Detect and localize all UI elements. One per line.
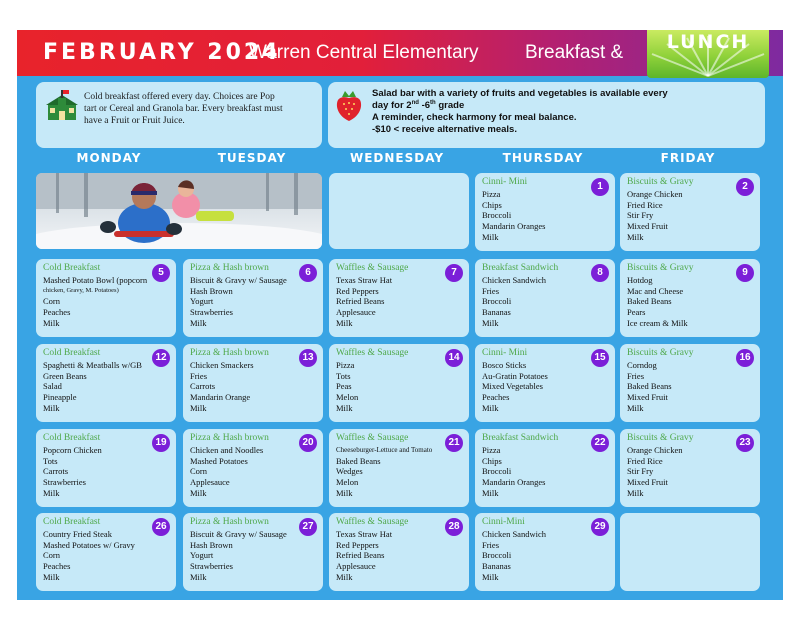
day-cell-13 bbox=[183, 344, 323, 422]
menu-item: Chicken and Noodles bbox=[190, 445, 264, 455]
menu-item: Hash Brown bbox=[190, 539, 233, 550]
menu-item: Au-Gratin Potatoes bbox=[482, 370, 548, 381]
menu-item: Hotdog bbox=[627, 275, 653, 285]
menu-item: Milk bbox=[482, 571, 499, 582]
lunch-items bbox=[190, 529, 287, 583]
lunch-items bbox=[482, 529, 546, 583]
salad-line-2-text: grade bbox=[435, 100, 465, 111]
day-cell-9 bbox=[620, 259, 760, 337]
date-badge: 6 bbox=[299, 264, 317, 282]
menu-item: Chips bbox=[482, 199, 502, 210]
menu-item: chicken, Gravy, M. Potatoes) bbox=[43, 286, 119, 294]
school-name: Warren Central Elementary bbox=[249, 42, 479, 63]
lunch-badge bbox=[647, 30, 769, 78]
breakfast-title: Cold Breakfast bbox=[43, 263, 101, 273]
menu-item: Bosco Sticks bbox=[482, 360, 527, 370]
day-cell-empty-friday bbox=[620, 513, 760, 591]
menu-item: Broccoli bbox=[482, 466, 512, 477]
menu-item: Fries bbox=[482, 285, 499, 296]
date-badge: 16 bbox=[736, 349, 754, 367]
salad-line-2-text: -6 bbox=[418, 100, 431, 111]
breakfast-info-line: have a Fruit or Fruit Juice. bbox=[84, 116, 185, 126]
breakfast-title: Cold Breakfast bbox=[43, 517, 101, 527]
menu-item: Fried Rice bbox=[627, 199, 663, 210]
breakfast-title: Biscuits & Gravy bbox=[627, 433, 694, 443]
day-cell-6 bbox=[183, 259, 323, 337]
menu-item: Refried Beans bbox=[336, 296, 385, 307]
lunch-items bbox=[336, 360, 358, 414]
breakfast-title: Waffles & Sausage bbox=[336, 263, 409, 273]
breakfast-title: Cinni-Mini bbox=[482, 517, 525, 527]
meal-label: Breakfast & bbox=[525, 42, 624, 63]
lunch-items bbox=[482, 360, 548, 414]
menu-item: Broccoli bbox=[482, 550, 512, 561]
menu-item: Pears bbox=[627, 307, 646, 318]
menu-item: Milk bbox=[482, 402, 499, 413]
menu-item: Baked Beans bbox=[627, 296, 672, 307]
lunch-items bbox=[336, 445, 432, 499]
day-header-tuesday: TUESDAY bbox=[217, 151, 287, 165]
menu-item: Applesauce bbox=[336, 307, 376, 318]
day-cell-21 bbox=[329, 429, 469, 507]
menu-item: Milk bbox=[336, 402, 353, 413]
menu-item: Milk bbox=[43, 402, 60, 413]
menu-item: Strawberries bbox=[190, 307, 233, 318]
menu-item: Pizza bbox=[336, 360, 355, 370]
menu-item: Strawberries bbox=[190, 561, 233, 572]
day-cell-19 bbox=[36, 429, 176, 507]
menu-item: Wedges bbox=[336, 466, 363, 477]
breakfast-title: Pizza & Hash brown bbox=[190, 348, 269, 358]
menu-item: Carrots bbox=[190, 381, 216, 392]
menu-item: Milk bbox=[190, 317, 207, 328]
menu-item: Mashed Potato Bowl (popcorn bbox=[43, 275, 148, 285]
lunch-items bbox=[190, 445, 263, 499]
date-badge: 27 bbox=[299, 518, 317, 536]
menu-item: Mixed Vegetables bbox=[482, 381, 543, 392]
breakfast-title: Biscuits & Gravy bbox=[627, 348, 694, 358]
menu-item: Stir Fry bbox=[627, 466, 654, 477]
header-banner bbox=[17, 30, 783, 76]
breakfast-title: Biscuits & Gravy bbox=[627, 263, 694, 273]
menu-item: Cheeseburger-Lettuce and Tomato bbox=[336, 446, 433, 454]
salad-line-1: Salad bar with a variety of fruits and vegetables is available every bbox=[372, 88, 668, 99]
lunch-items bbox=[627, 275, 688, 329]
breakfast-info-box bbox=[36, 82, 322, 148]
breakfast-title: Breakfast Sandwich bbox=[482, 433, 559, 443]
menu-item: Bananas bbox=[482, 561, 511, 572]
menu-item: Broccoli bbox=[482, 210, 512, 221]
salad-line-2 bbox=[372, 100, 762, 112]
menu-item: Corndog bbox=[627, 360, 657, 370]
day-cell-14 bbox=[329, 344, 469, 422]
strawberry-icon bbox=[334, 88, 364, 122]
menu-item: Milk bbox=[190, 571, 207, 582]
lunch-items bbox=[627, 445, 682, 499]
breakfast-title: Pizza & Hash brown bbox=[190, 517, 269, 527]
menu-item: Popcorn Chicken bbox=[43, 445, 102, 455]
lunch-items bbox=[627, 360, 672, 414]
menu-item: Milk bbox=[190, 402, 207, 413]
lunch-items bbox=[43, 445, 102, 499]
menu-item: Fries bbox=[627, 370, 644, 381]
menu-item: Milk bbox=[43, 571, 60, 582]
menu-item: Bananas bbox=[482, 307, 511, 318]
menu-item: Pizza bbox=[482, 189, 501, 199]
day-header-thursday: THURSDAY bbox=[502, 151, 584, 165]
date-badge: 28 bbox=[445, 518, 463, 536]
lunch-label: LUNCH bbox=[666, 31, 750, 53]
date-badge: 21 bbox=[445, 434, 463, 452]
menu-item: Peaches bbox=[43, 307, 71, 318]
menu-item: Strawberries bbox=[43, 477, 86, 488]
menu-item: Orange Chicken bbox=[627, 189, 683, 199]
menu-item: Fries bbox=[190, 370, 207, 381]
menu-item: Ice cream & Milk bbox=[627, 317, 688, 328]
day-cell-28 bbox=[329, 513, 469, 591]
day-header-friday: FRIDAY bbox=[660, 151, 716, 165]
menu-item: Melon bbox=[336, 477, 359, 488]
date-badge: 7 bbox=[445, 264, 463, 282]
menu-item: Milk bbox=[190, 487, 207, 498]
menu-item: Chicken Smackers bbox=[190, 360, 254, 370]
date-badge: 22 bbox=[591, 434, 609, 452]
date-badge: 2 bbox=[736, 178, 754, 196]
menu-item: Broccoli bbox=[482, 296, 512, 307]
day-cell-23 bbox=[620, 429, 760, 507]
day-cell-2 bbox=[620, 173, 760, 251]
date-badge: 5 bbox=[152, 264, 170, 282]
lunch-items bbox=[482, 189, 546, 243]
date-badge: 20 bbox=[299, 434, 317, 452]
menu-item: Country Fried Steak bbox=[43, 529, 112, 539]
lunch-items bbox=[336, 529, 392, 583]
menu-item: Spaghetti & Meatballs w/GB bbox=[43, 360, 142, 370]
menu-item: Peaches bbox=[43, 561, 71, 572]
menu-item: Mashed Potatoes bbox=[190, 455, 248, 466]
lunch-items bbox=[190, 275, 287, 329]
menu-item: Yogurt bbox=[190, 550, 214, 561]
menu-item: Mixed Fruit bbox=[627, 477, 668, 488]
day-cell-empty-wednesday bbox=[329, 173, 469, 249]
menu-item: Corn bbox=[43, 296, 60, 307]
menu-item: Applesauce bbox=[336, 561, 376, 572]
date-badge: 12 bbox=[152, 349, 170, 367]
menu-item: Melon bbox=[336, 392, 359, 403]
menu-item: Stir Fry bbox=[627, 210, 654, 221]
date-badge: 13 bbox=[299, 349, 317, 367]
menu-item: Milk bbox=[482, 231, 499, 242]
menu-item: Mandarin Oranges bbox=[482, 477, 546, 488]
day-cell-15 bbox=[475, 344, 615, 422]
menu-item: Milk bbox=[482, 487, 499, 498]
breakfast-title: Cinni- Mini bbox=[482, 348, 528, 358]
menu-page bbox=[17, 30, 783, 600]
salad-line-2-text: day for 2 bbox=[372, 100, 412, 111]
menu-item: Corn bbox=[190, 466, 207, 477]
breakfast-title: Cold Breakfast bbox=[43, 348, 101, 358]
menu-item: Texas Straw Hat bbox=[336, 529, 393, 539]
lunch-items bbox=[482, 275, 546, 329]
date-badge: 23 bbox=[736, 434, 754, 452]
menu-item: Milk bbox=[43, 317, 60, 328]
menu-item: Baked Beans bbox=[627, 381, 672, 392]
menu-item: Peas bbox=[336, 381, 352, 392]
day-header-monday: MONDAY bbox=[76, 151, 142, 165]
menu-item: Chicken Sandwich bbox=[482, 275, 546, 285]
day-cell-8 bbox=[475, 259, 615, 337]
menu-item: Green Beans bbox=[43, 370, 87, 381]
menu-item: Mandarin Oranges bbox=[482, 221, 546, 232]
breakfast-info-line: tart or Cereal and Granola bar. Every breakfast must bbox=[84, 104, 283, 114]
superscript: nd bbox=[411, 99, 419, 106]
menu-item: Mixed Fruit bbox=[627, 392, 668, 403]
date-badge: 26 bbox=[152, 518, 170, 536]
breakfast-title: Cold Breakfast bbox=[43, 433, 101, 443]
menu-item: Mixed Fruit bbox=[627, 221, 668, 232]
day-header-wednesday: WEDNESDAY bbox=[349, 151, 445, 165]
menu-item: Salad bbox=[43, 381, 62, 392]
breakfast-title: Pizza & Hash brown bbox=[190, 263, 269, 273]
lunch-items bbox=[336, 275, 392, 329]
menu-item: Yogurt bbox=[190, 296, 214, 307]
day-cell-5 bbox=[36, 259, 176, 337]
menu-item: Milk bbox=[43, 487, 60, 498]
date-badge: 1 bbox=[591, 178, 609, 196]
month-title: FEBRUARY 2024 bbox=[43, 40, 281, 65]
children-sledding-photo bbox=[36, 173, 322, 249]
lunch-items bbox=[43, 275, 147, 329]
day-cell-22 bbox=[475, 429, 615, 507]
date-badge: 29 bbox=[591, 518, 609, 536]
menu-item: Milk bbox=[482, 317, 499, 328]
menu-item: Pineapple bbox=[43, 392, 77, 403]
lunch-items bbox=[190, 360, 254, 414]
date-badge: 14 bbox=[445, 349, 463, 367]
breakfast-title: Waffles & Sausage bbox=[336, 433, 409, 443]
date-badge: 8 bbox=[591, 264, 609, 282]
menu-item: Mandarin Orange bbox=[190, 392, 251, 403]
breakfast-info-text bbox=[84, 91, 316, 127]
menu-item: Applesauce bbox=[190, 477, 230, 488]
menu-item: Orange Chicken bbox=[627, 445, 683, 455]
breakfast-title: Cinni- Mini bbox=[482, 177, 528, 187]
menu-item: Texas Straw Hat bbox=[336, 275, 393, 285]
sledding-illustration bbox=[36, 173, 322, 249]
menu-item: Baked Beans bbox=[336, 455, 381, 466]
date-badge: 9 bbox=[736, 264, 754, 282]
menu-item: Fried Rice bbox=[627, 455, 663, 466]
lunch-items bbox=[482, 445, 546, 499]
menu-item: Fries bbox=[482, 539, 499, 550]
menu-item: Milk bbox=[627, 487, 644, 498]
breakfast-title: Pizza & Hash brown bbox=[190, 433, 269, 443]
salad-line-4: -$10 < receive alternative meals. bbox=[372, 124, 517, 135]
menu-item: Peaches bbox=[482, 392, 510, 403]
menu-item: Biscuit & Gravy w/ Sausage bbox=[190, 529, 287, 539]
day-cell-12 bbox=[36, 344, 176, 422]
menu-item: Tots bbox=[43, 455, 58, 466]
menu-item: Refried Beans bbox=[336, 550, 385, 561]
menu-item: Chips bbox=[482, 455, 502, 466]
menu-item: Pizza bbox=[482, 445, 501, 455]
day-cell-27 bbox=[183, 513, 323, 591]
breakfast-title: Breakfast Sandwich bbox=[482, 263, 559, 273]
breakfast-title: Biscuits & Gravy bbox=[627, 177, 694, 187]
menu-item: Chicken Sandwich bbox=[482, 529, 546, 539]
date-badge: 19 bbox=[152, 434, 170, 452]
school-building-icon bbox=[46, 90, 78, 122]
salad-bar-info-box bbox=[328, 82, 765, 148]
menu-item: Milk bbox=[627, 402, 644, 413]
day-cell-20 bbox=[183, 429, 323, 507]
day-cell-26 bbox=[36, 513, 176, 591]
menu-item: Milk bbox=[336, 317, 353, 328]
day-cell-1 bbox=[475, 173, 615, 251]
lunch-items bbox=[43, 529, 135, 583]
menu-item: Milk bbox=[336, 571, 353, 582]
lunch-items bbox=[627, 189, 682, 243]
breakfast-info-line: Cold breakfast offered every day. Choices are Pop bbox=[84, 92, 275, 102]
date-badge: 15 bbox=[591, 349, 609, 367]
breakfast-title: Waffles & Sausage bbox=[336, 517, 409, 527]
menu-item: Hash Brown bbox=[190, 285, 233, 296]
menu-item: Red Peppers bbox=[336, 285, 379, 296]
menu-item: Biscuit & Gravy w/ Sausage bbox=[190, 275, 287, 285]
menu-item: Red Peppers bbox=[336, 539, 379, 550]
superscript: th bbox=[430, 99, 436, 106]
breakfast-title: Waffles & Sausage bbox=[336, 348, 409, 358]
menu-item: Mashed Potatoes w/ Gravy bbox=[43, 539, 135, 550]
menu-item: Milk bbox=[336, 487, 353, 498]
day-cell-16 bbox=[620, 344, 760, 422]
day-cell-29 bbox=[475, 513, 615, 591]
menu-item: Carrots bbox=[43, 466, 69, 477]
menu-item: Corn bbox=[43, 550, 60, 561]
menu-item: Mac and Cheese bbox=[627, 285, 684, 296]
menu-item: Milk bbox=[627, 231, 644, 242]
day-cell-7 bbox=[329, 259, 469, 337]
salad-bar-info-text bbox=[372, 88, 762, 136]
menu-item: Tots bbox=[336, 370, 351, 381]
lunch-items bbox=[43, 360, 142, 414]
salad-line-3: A reminder, check harmony for meal balance. bbox=[372, 112, 577, 123]
